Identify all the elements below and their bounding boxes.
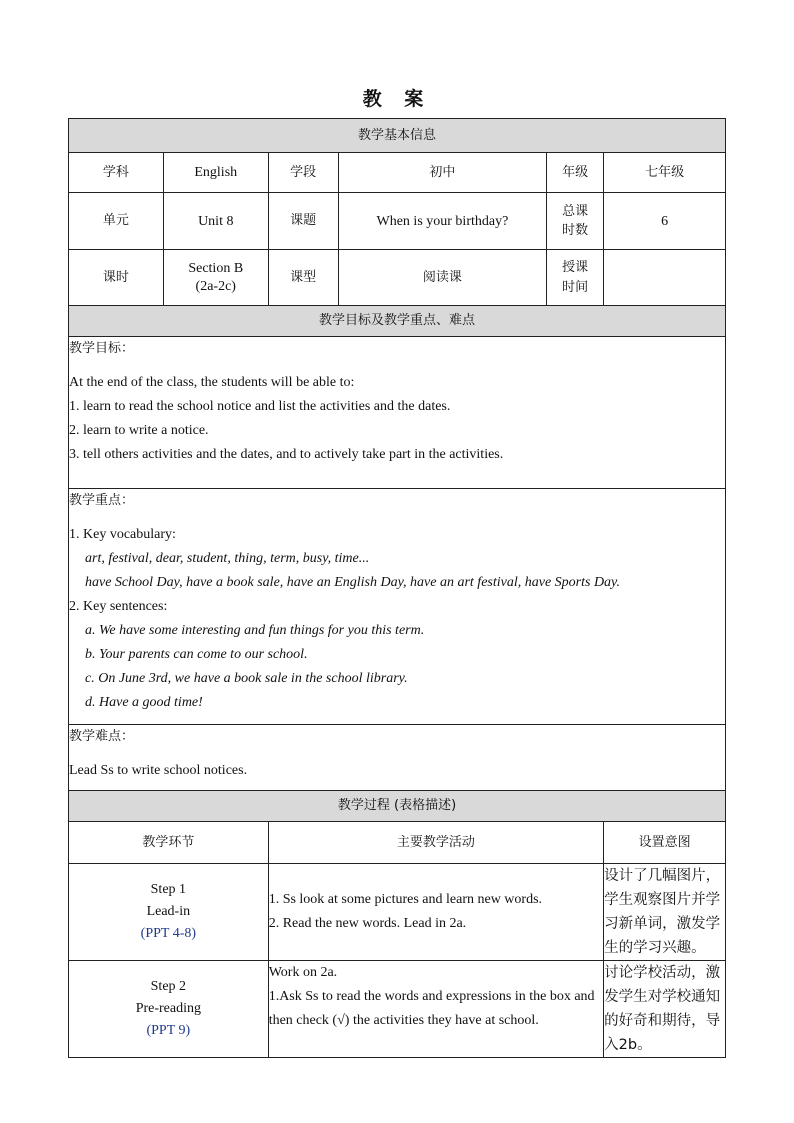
objective-line: 1. learn to read the school notice and list the activities and the dates. xyxy=(69,399,451,414)
subject-label: 学科 xyxy=(102,164,129,180)
difficulty-block xyxy=(69,725,726,791)
grade-value: 七年级 xyxy=(645,164,685,180)
topic-label: 课题 xyxy=(290,213,317,229)
key-points-block xyxy=(69,489,726,725)
difficulty-heading: 教学难点： xyxy=(69,729,135,744)
document-title: 教 案 xyxy=(362,88,432,110)
col-purpose-header: 设置意图 xyxy=(638,834,691,850)
sentence-line: b. Your parents can come to our school. xyxy=(85,647,308,662)
total-hours-value: 6 xyxy=(661,213,669,229)
period-label: 课时 xyxy=(102,269,129,285)
objectives-heading: 教学目标： xyxy=(69,341,135,356)
vocab-line: have School Day, have a book sale, have an English Day, have an art festival, have Sports Day. xyxy=(85,575,621,590)
objective-line: 2. learn to write a notice. xyxy=(69,423,209,438)
grade-label: 年级 xyxy=(562,164,589,180)
lesson-plan-table xyxy=(68,118,726,1058)
activity-cell: 1. Ss look at some pictures and learn new words. 2. Read the new words. Lead in 2a. xyxy=(268,864,603,961)
objective-line: At the end of the class, the students will be able to: xyxy=(69,375,355,390)
section-goals: 教学目标及教学重点、难点 xyxy=(318,313,475,329)
sentence-line: d. Have a good time! xyxy=(85,695,203,710)
step-cell: Step 1 Lead-in (PPT 4-8) xyxy=(140,882,197,941)
step-cell: Step 2 Pre-reading (PPT 9) xyxy=(135,979,201,1038)
stage-value: 初中 xyxy=(429,164,456,180)
col-activity-header: 主要教学活动 xyxy=(396,834,475,850)
sentence-line: c. On June 3rd, we have a book sale in the school library. xyxy=(85,671,408,686)
teach-time-label: 授课 时间 xyxy=(562,260,589,295)
sentences-title: 2. Key sentences: xyxy=(69,599,168,614)
teach-time-value xyxy=(604,250,725,305)
col-step-header: 教学环节 xyxy=(142,834,195,850)
stage-label: 学段 xyxy=(290,164,317,180)
vocab-line: art, festival, dear, student, thing, term, busy, time... xyxy=(85,551,370,566)
topic-value: When is your birthday? xyxy=(376,213,509,229)
objectives-block xyxy=(69,337,726,489)
section-process: 教学过程 (表格描述) xyxy=(337,798,457,814)
period-value: Section B (2a-2c) xyxy=(188,261,244,294)
subject-value: English xyxy=(194,165,238,180)
unit-value: Unit 8 xyxy=(198,213,234,229)
key-points-heading: 教学重点： xyxy=(69,493,135,508)
objective-line: 3. tell others activities and the dates, and to actively take part in the activities. xyxy=(69,447,504,462)
type-value: 阅读课 xyxy=(422,269,462,285)
difficulty-line: Lead Ss to write school notices. xyxy=(69,763,248,778)
table-row xyxy=(69,864,726,961)
unit-label: 单元 xyxy=(102,213,129,229)
section-basic-info: 教学基本信息 xyxy=(357,127,436,143)
vocab-title: 1. Key vocabulary: xyxy=(69,527,176,542)
sentence-line: a. We have some interesting and fun things for you this term. xyxy=(85,623,425,638)
total-hours-label: 总课 时数 xyxy=(562,203,589,238)
activity-cell: Work on 2a. 1.Ask Ss to read the words and expressions in the box and then check (√) the activities they have at school. xyxy=(268,961,603,1058)
purpose-cell: 讨论学校活动，激发学生对学校通知的好奇和期待，导入2b。 xyxy=(604,961,726,1058)
purpose-cell: 设计了几幅图片，学生观察图片并学习新单词，激发学生的学习兴趣。 xyxy=(604,864,726,961)
type-label: 课型 xyxy=(290,269,317,285)
table-row xyxy=(69,961,726,1058)
